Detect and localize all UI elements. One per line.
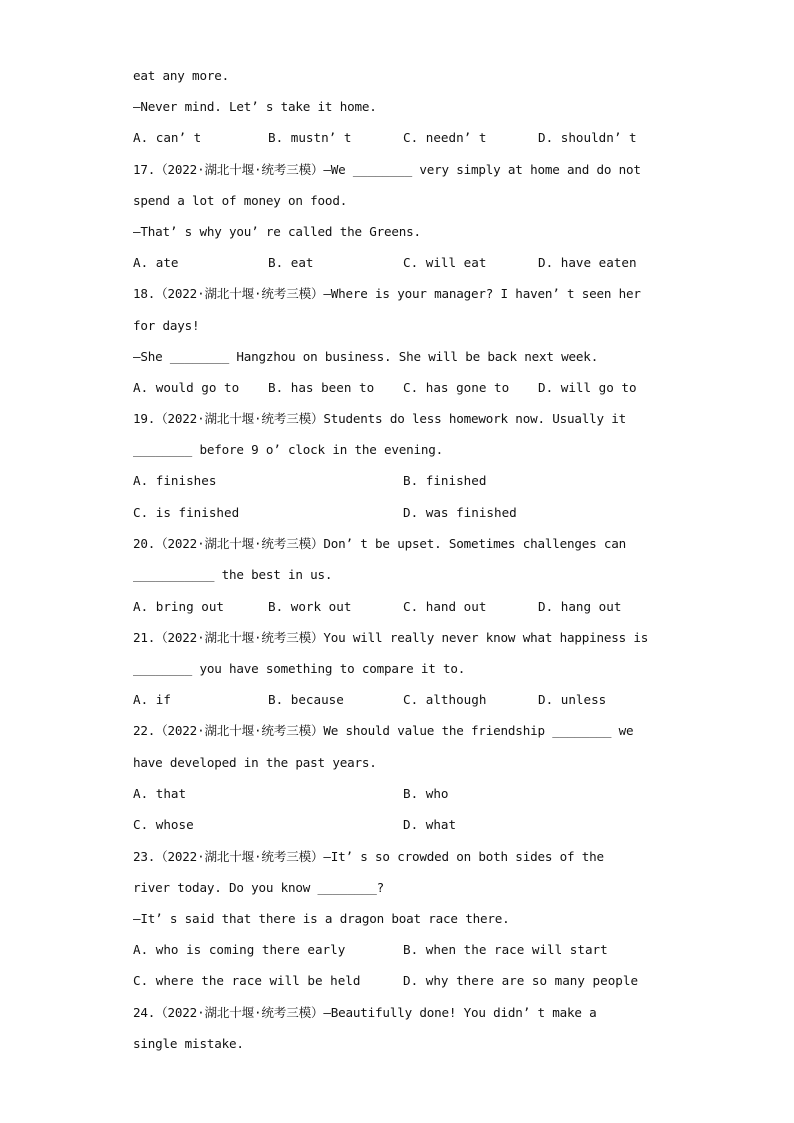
answer-option: A. bring out: [133, 598, 224, 614]
answer-option: B. who: [403, 785, 449, 801]
text-line: 23.（2022·湖北十堰·统考三模）—It’ s so crowded on both sides of the: [133, 848, 604, 864]
answer-option: A. finishes: [133, 473, 217, 489]
text-line: 18.（2022·湖北十堰·统考三模）—Where is your manager? I haven’ t seen her: [133, 286, 641, 302]
answer-option: B. because: [268, 692, 344, 708]
answer-options-row: [133, 374, 673, 405]
text-line: 20.（2022·湖北十堰·统考三模）Don’ t be upset. Sometimes challenges can: [133, 536, 627, 552]
text-line: single mistake.: [133, 1036, 244, 1052]
text-line: 21.（2022·湖北十堰·统考三模）You will really never know what happiness is: [133, 629, 649, 645]
answer-option: B. when the race will start: [403, 942, 608, 958]
answer-option: A. who is coming there early: [133, 942, 346, 958]
answer-option: D. hang out: [538, 598, 622, 614]
text-line: ________ before 9 o’ clock in the evening.: [133, 442, 444, 458]
answer-option: B. finished: [403, 473, 487, 489]
answer-option: D. why there are so many people: [403, 973, 639, 989]
answer-option: A. can’ t: [133, 130, 202, 146]
text-line: 24.（2022·湖北十堰·统考三模）—Beautifully done! You didn’ t make a: [133, 1004, 597, 1020]
answer-option: C. although: [403, 692, 487, 708]
text-line: spend a lot of money on food.: [133, 192, 348, 208]
answer-options-row: [133, 499, 673, 530]
answer-option: D. will go to: [538, 379, 637, 395]
text-line: —Never mind. Let’ s take it home.: [133, 99, 377, 115]
answer-options-row: [133, 593, 673, 624]
answer-option: B. has been to: [268, 379, 375, 395]
text-line: —She ________ Hangzhou on business. She will be back next week.: [133, 348, 599, 364]
answer-options-row: [133, 811, 673, 842]
text-line: ________ you have something to compare it to.: [133, 660, 466, 676]
answer-options-row: [133, 249, 673, 280]
answer-options-row: [133, 686, 673, 717]
answer-option: A. ate: [133, 255, 179, 271]
answer-option: C. where the race will be held: [133, 973, 361, 989]
text-line: for days!: [133, 317, 200, 333]
text-line: eat any more.: [133, 68, 229, 83]
text-line: 19.（2022·湖北十堰·统考三模）Students do less homework now. Usually it: [133, 411, 627, 427]
answer-option: C. hand out: [403, 598, 487, 614]
answer-option: C. whose: [133, 817, 194, 833]
answer-option: B. mustn’ t: [268, 130, 352, 146]
text-line: —That’ s why you’ re called the Greens.: [133, 223, 421, 239]
answer-option: B. work out: [268, 598, 352, 614]
answer-option: C. needn’ t: [403, 130, 487, 146]
text-line: —It’ s said that there is a dragon boat race there.: [133, 910, 510, 926]
text-line: 22.（2022·湖北十堰·统考三模）We should value the friendship ________ we: [133, 723, 634, 739]
answer-option: B. eat: [268, 255, 314, 271]
answer-option: A. if: [133, 692, 171, 708]
answer-option: C. will eat: [403, 255, 487, 271]
answer-option: D. was finished: [403, 504, 517, 520]
text-line: ___________ the best in us.: [133, 567, 333, 583]
answer-options-row: [133, 967, 673, 998]
answer-options-row: [133, 467, 673, 498]
text-line: river today. Do you know ________?: [133, 879, 384, 895]
answer-options-row: [133, 936, 673, 967]
answer-option: D. have eaten: [538, 255, 637, 271]
answer-option: C. has gone to: [403, 379, 510, 395]
text-line: 17.（2022·湖北十堰·统考三模）—We ________ very simply at home and do not: [133, 161, 641, 177]
answer-option: C. is finished: [133, 504, 240, 520]
answer-option: D. unless: [538, 692, 607, 708]
answer-option: D. shouldn’ t: [538, 130, 637, 146]
answer-options-row: [133, 780, 673, 811]
answer-option: A. that: [133, 785, 187, 801]
document-page: [133, 62, 673, 1061]
answer-options-row: [133, 124, 673, 155]
answer-option: A. would go to: [133, 379, 240, 395]
text-line: have developed in the past years.: [133, 754, 377, 770]
answer-option: D. what: [403, 817, 457, 833]
